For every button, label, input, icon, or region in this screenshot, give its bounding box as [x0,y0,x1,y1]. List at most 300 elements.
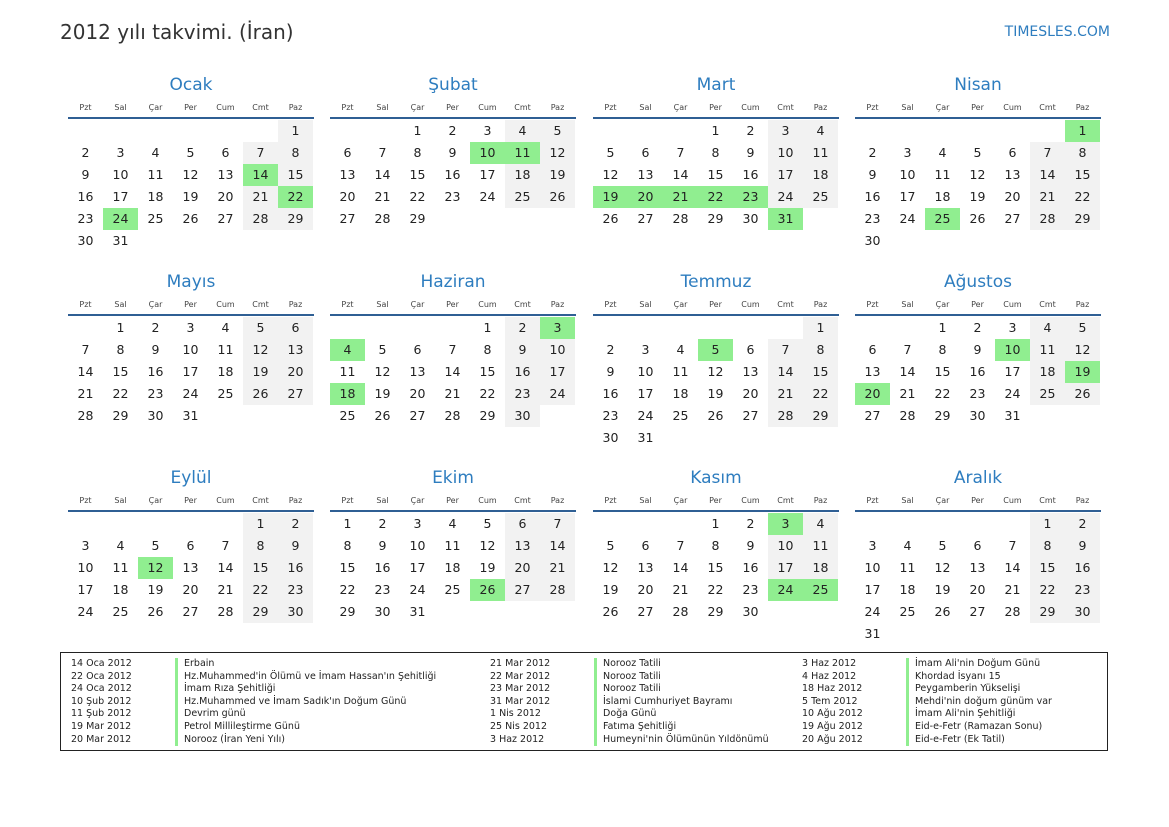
holiday-name: İmam Ali'nin Şehitliği [906,708,1015,721]
day-cell: 18 [899,582,916,597]
day-cell: 8 [243,535,278,557]
day-cell: 9 [746,145,755,160]
day-cell: 15 [803,361,838,383]
day-cell: 17 [899,189,916,204]
day-cell: 19 [147,582,164,597]
day-cell: 28 [672,604,689,619]
day-cell: 9 [278,535,313,557]
holiday-day-cell: 26 [470,579,505,601]
day-cell: 10 [540,339,575,361]
holiday-date: 14 Oca 2012 [71,658,132,669]
month-name: Ocak [169,75,213,95]
day-cell: 25 [147,211,164,226]
day-grid [68,513,314,623]
day-cell: 11 [1030,339,1065,361]
holiday-date: 4 Haz 2012 [802,670,857,682]
weekday-label: Sal [901,103,914,112]
month-name: Şubat [428,75,478,95]
holiday-name: Erbain [175,658,214,671]
day-cell: 4 [151,145,160,160]
day-cell: 19 [479,560,496,575]
day-cell: 16 [1065,557,1100,579]
day-cell: 14 [899,364,916,379]
day-cell: 9 [505,339,540,361]
holiday-name: Devrim günü [175,708,246,721]
weekday-label: Per [709,103,722,112]
day-cell: 11 [217,342,234,357]
day-cell: 14 [1004,560,1021,575]
day-cell: 16 [374,560,391,575]
day-cell: 30 [742,604,759,619]
day-cell: 4 [676,342,685,357]
day-cell: 28 [899,408,916,423]
weekday-label: Cum [478,496,497,505]
day-cell: 17 [768,557,803,579]
day-cell: 9 [973,342,982,357]
day-grid [68,120,314,252]
day-cell: 23 [374,582,391,597]
day-cell: 29 [803,405,838,427]
day-cell: 7 [448,342,457,357]
weekday-label: Cum [1003,496,1022,505]
day-cell: 14 [77,364,94,379]
weekday-label: Çar [410,103,425,112]
day-cell: 19 [374,386,391,401]
weekday-label: Pzt [79,496,92,505]
day-cell: 13 [339,167,356,182]
day-cell: 3 [1008,320,1017,335]
day-cell: 11 [112,560,129,575]
day-cell: 4 [505,120,540,142]
month-block [330,467,576,623]
month-name: Mart [696,75,736,95]
day-cell: 27 [278,383,313,405]
day-cell: 18 [803,557,838,579]
day-cell: 6 [746,342,755,357]
day-cell: 22 [707,582,724,597]
day-cell: 18 [444,560,461,575]
month-name: Haziran [420,272,486,292]
day-cell: 7 [378,145,387,160]
day-cell: 29 [1030,601,1065,623]
day-grid [330,513,576,623]
day-cell: 6 [1008,145,1017,160]
weekday-label: Cmt [514,496,531,505]
day-grid [855,120,1101,252]
day-cell: 5 [973,145,982,160]
day-cell: 18 [147,189,164,204]
day-cell: 25 [803,186,838,208]
weekday-label: Çar [148,496,163,505]
day-cell: 14 [444,364,461,379]
holiday-name: İmam Rıza Şehitliği [175,683,275,696]
day-cell: 16 [602,386,619,401]
month-name: Nisan [954,75,1002,95]
day-cell: 12 [182,167,199,182]
day-cell: 1 [711,123,720,138]
day-cell: 11 [339,364,356,379]
holiday-name: Norooz (İran Yeni Yılı) [175,734,285,747]
holiday-name: Fatıma Şehitliği [594,721,676,734]
month-block [68,271,314,427]
day-cell: 12 [969,167,986,182]
day-cell: 3 [81,538,90,553]
holiday-day-cell: 10 [470,142,505,164]
weekday-label: Cum [1003,300,1022,309]
holiday-date: 1 Nis 2012 [490,708,541,720]
day-cell: 26 [602,211,619,226]
day-cell: 10 [112,167,129,182]
day-cell: 1 [1030,513,1065,535]
weekday-label: Pzt [866,496,879,505]
day-cell: 13 [864,364,881,379]
day-cell: 19 [707,386,724,401]
day-cell: 25 [339,408,356,423]
day-cell: 28 [217,604,234,619]
day-cell: 26 [1065,383,1100,405]
weekday-label: Pzt [866,103,879,112]
weekday-label: Sal [639,496,652,505]
weekday-label: Sal [639,103,652,112]
day-cell: 15 [707,167,724,182]
day-cell: 11 [934,167,951,182]
day-cell: 2 [1065,513,1100,535]
weekday-label: Sal [901,496,914,505]
day-cell: 20 [278,361,313,383]
weekday-header [330,494,576,512]
day-cell: 27 [637,211,654,226]
day-cell: 26 [147,604,164,619]
day-cell: 27 [217,211,234,226]
holiday-name: Khordad İsyanı 15 [906,671,1001,684]
holiday-day-cell: 21 [663,186,698,208]
day-cell: 23 [864,211,881,226]
day-cell: 6 [505,513,540,535]
day-cell: 25 [899,604,916,619]
day-cell: 3 [116,145,125,160]
weekday-label: Pzt [604,300,617,309]
day-cell: 1 [413,123,422,138]
day-cell: 23 [1065,579,1100,601]
day-cell: 9 [746,538,755,553]
day-grid [855,513,1101,645]
day-cell: 28 [243,208,278,230]
day-cell: 3 [483,123,492,138]
holiday-name: Norooz Tatili [594,671,661,684]
day-cell: 3 [768,120,803,142]
weekday-label: Per [446,300,459,309]
day-cell: 22 [1030,579,1065,601]
day-cell: 15 [1065,164,1100,186]
day-cell: 8 [483,342,492,357]
day-cell: 28 [1030,208,1065,230]
weekday-label: Cum [216,300,235,309]
day-cell: 23 [742,582,759,597]
day-cell: 11 [899,560,916,575]
day-grid [593,317,839,449]
day-cell: 5 [186,145,195,160]
day-cell: 7 [81,342,90,357]
weekday-label: Pzt [866,300,879,309]
day-cell: 7 [540,513,575,535]
holiday-date: 3 Haz 2012 [490,733,545,745]
day-cell: 16 [147,364,164,379]
day-cell: 18 [672,386,689,401]
day-cell: 30 [147,408,164,423]
weekday-header [330,298,576,316]
day-cell: 13 [409,364,426,379]
day-cell: 5 [483,516,492,531]
weekday-label: Sal [114,103,127,112]
page-title: 2012 yılı takvimi. (İran) [60,20,294,44]
day-grid [593,513,839,623]
holiday-date: 10 Ağu 2012 [802,708,863,720]
day-cell: 10 [637,364,654,379]
holiday-date: 19 Mar 2012 [71,720,132,732]
day-cell: 9 [1065,535,1100,557]
day-cell: 13 [505,535,540,557]
day-cell: 2 [746,516,755,531]
day-cell: 22 [934,386,951,401]
day-cell: 5 [540,120,575,142]
day-cell: 12 [479,538,496,553]
holiday-date: 21 Mar 2012 [490,658,551,669]
day-cell: 21 [243,186,278,208]
day-cell: 13 [217,167,234,182]
holiday-day-cell: 23 [733,186,768,208]
holiday-day-cell: 12 [138,557,173,579]
day-cell: 25 [444,582,461,597]
day-cell: 26 [374,408,391,423]
day-cell: 17 [479,167,496,182]
day-cell: 1 [243,513,278,535]
day-cell: 20 [182,582,199,597]
day-cell: 30 [1065,601,1100,623]
day-cell: 17 [540,361,575,383]
day-cell: 22 [339,582,356,597]
day-cell: 17 [182,364,199,379]
weekday-label: Sal [114,300,127,309]
day-cell: 21 [77,386,94,401]
weekday-label: Cmt [1039,103,1056,112]
weekday-label: Pzt [79,300,92,309]
day-cell: 6 [641,145,650,160]
month-name: Mayıs [166,272,216,292]
day-cell: 7 [768,339,803,361]
weekday-label: Per [709,300,722,309]
month-block [855,467,1101,645]
day-cell: 24 [409,582,426,597]
day-cell: 30 [742,211,759,226]
day-cell: 25 [672,408,689,423]
day-cell: 29 [707,211,724,226]
holiday-name: Eid-e-Fetr (Ek Tatil) [906,734,1005,747]
day-cell: 30 [969,408,986,423]
day-cell: 11 [147,167,164,182]
day-cell: 13 [637,560,654,575]
weekday-label: Paz [550,300,565,309]
day-cell: 8 [116,342,125,357]
holiday-date: 10 Şub 2012 [71,695,132,707]
weekday-label: Çar [935,103,950,112]
weekday-label: Paz [1075,103,1090,112]
day-cell: 8 [1065,142,1100,164]
holiday-day-cell: 19 [593,186,628,208]
weekday-label: Cmt [1039,300,1056,309]
day-cell: 27 [409,408,426,423]
weekday-label: Paz [813,496,828,505]
month-block [855,74,1101,252]
holiday-date: 23 Mar 2012 [490,683,551,695]
day-cell: 25 [505,186,540,208]
day-cell: 29 [409,211,426,226]
holiday-date: 31 Mar 2012 [490,695,551,707]
holiday-day-cell: 18 [330,383,365,405]
day-cell: 20 [217,189,234,204]
holiday-date: 22 Oca 2012 [71,670,132,682]
holiday-date: 3 Haz 2012 [802,658,857,669]
day-cell: 22 [112,386,129,401]
holiday-date: 24 Oca 2012 [71,683,132,695]
day-cell: 13 [1004,167,1021,182]
day-cell: 17 [637,386,654,401]
day-cell: 8 [343,538,352,553]
holiday-day-cell: 22 [698,186,733,208]
day-cell: 23 [444,189,461,204]
day-cell: 25 [217,386,234,401]
day-grid [855,317,1101,427]
day-cell: 17 [864,582,881,597]
day-cell: 4 [903,538,912,553]
day-cell: 14 [217,560,234,575]
day-cell: 24 [479,189,496,204]
day-cell: 29 [479,408,496,423]
day-grid [330,317,576,427]
day-cell: 18 [803,164,838,186]
day-cell: 23 [969,386,986,401]
weekday-header [855,101,1101,119]
day-cell: 18 [217,364,234,379]
day-cell: 22 [243,579,278,601]
day-cell: 7 [676,145,685,160]
day-cell: 17 [1004,364,1021,379]
day-cell: 2 [868,145,877,160]
day-cell: 20 [637,582,654,597]
holiday-day-cell: 4 [330,339,365,361]
day-cell: 26 [969,211,986,226]
day-cell: 7 [676,538,685,553]
day-cell: 15 [1030,557,1065,579]
day-cell: 21 [374,189,391,204]
day-cell: 19 [182,189,199,204]
day-cell: 28 [374,211,391,226]
holiday-day-cell: 20 [628,186,663,208]
day-cell: 7 [903,342,912,357]
day-cell: 28 [672,211,689,226]
weekday-label: Cum [478,300,497,309]
holiday-name: Humeyni'nin Ölümünün Yıldönümü [594,734,769,747]
day-cell: 27 [864,408,881,423]
day-cell: 2 [505,317,540,339]
weekday-label: Pzt [79,103,92,112]
day-cell: 2 [81,145,90,160]
day-cell: 15 [339,560,356,575]
day-cell: 4 [221,320,230,335]
day-cell: 27 [1004,211,1021,226]
month-block [593,271,839,449]
weekday-label: Çar [673,496,688,505]
day-cell: 15 [707,560,724,575]
weekday-label: Per [971,300,984,309]
day-cell: 5 [938,538,947,553]
day-cell: 15 [112,364,129,379]
day-cell: 11 [444,538,461,553]
day-cell: 6 [413,342,422,357]
day-cell: 30 [77,233,94,248]
site-link[interactable]: TIMESLES.COM [1004,24,1110,40]
weekday-header [68,494,314,512]
holiday-name: Mehdi'nin doğum günüm var [906,696,1052,709]
holiday-day-cell: 3 [540,317,575,339]
day-cell: 7 [1030,142,1065,164]
weekday-label: Pzt [604,496,617,505]
day-cell: 14 [1030,164,1065,186]
month-block [330,74,576,230]
day-cell: 1 [483,320,492,335]
day-cell: 21 [217,582,234,597]
holiday-date: 20 Ağu 2012 [802,733,863,745]
day-cell: 22 [479,386,496,401]
day-cell: 24 [637,408,654,423]
holiday-day-cell: 25 [925,208,960,230]
day-cell: 5 [606,145,615,160]
day-cell: 7 [221,538,230,553]
day-cell: 8 [1030,535,1065,557]
day-cell: 12 [1065,339,1100,361]
day-cell: 19 [243,361,278,383]
weekday-label: Paz [550,496,565,505]
day-cell: 3 [868,538,877,553]
weekday-label: Cum [741,496,760,505]
holiday-day-cell: 25 [803,579,838,601]
holiday-name: Eid-e-Fetr (Ramazan Sonu) [906,721,1042,734]
weekday-label: Paz [550,103,565,112]
weekday-label: Pzt [341,496,354,505]
day-cell: 6 [973,538,982,553]
weekday-label: Paz [288,300,303,309]
day-cell: 14 [672,167,689,182]
day-cell: 29 [243,601,278,623]
day-cell: 5 [243,317,278,339]
weekday-label: Cmt [252,103,269,112]
day-cell: 29 [278,208,313,230]
day-cell: 8 [711,145,720,160]
holiday-day-cell: 10 [995,339,1030,361]
day-cell: 20 [409,386,426,401]
day-cell: 16 [742,560,759,575]
day-cell: 6 [868,342,877,357]
day-cell: 5 [1065,317,1100,339]
weekday-label: Çar [148,300,163,309]
month-block [68,74,314,252]
day-cell: 5 [151,538,160,553]
day-cell: 4 [803,513,838,535]
day-cell: 19 [934,582,951,597]
weekday-label: Cum [741,300,760,309]
weekday-label: Çar [410,300,425,309]
day-cell: 17 [112,189,129,204]
day-cell: 22 [409,189,426,204]
